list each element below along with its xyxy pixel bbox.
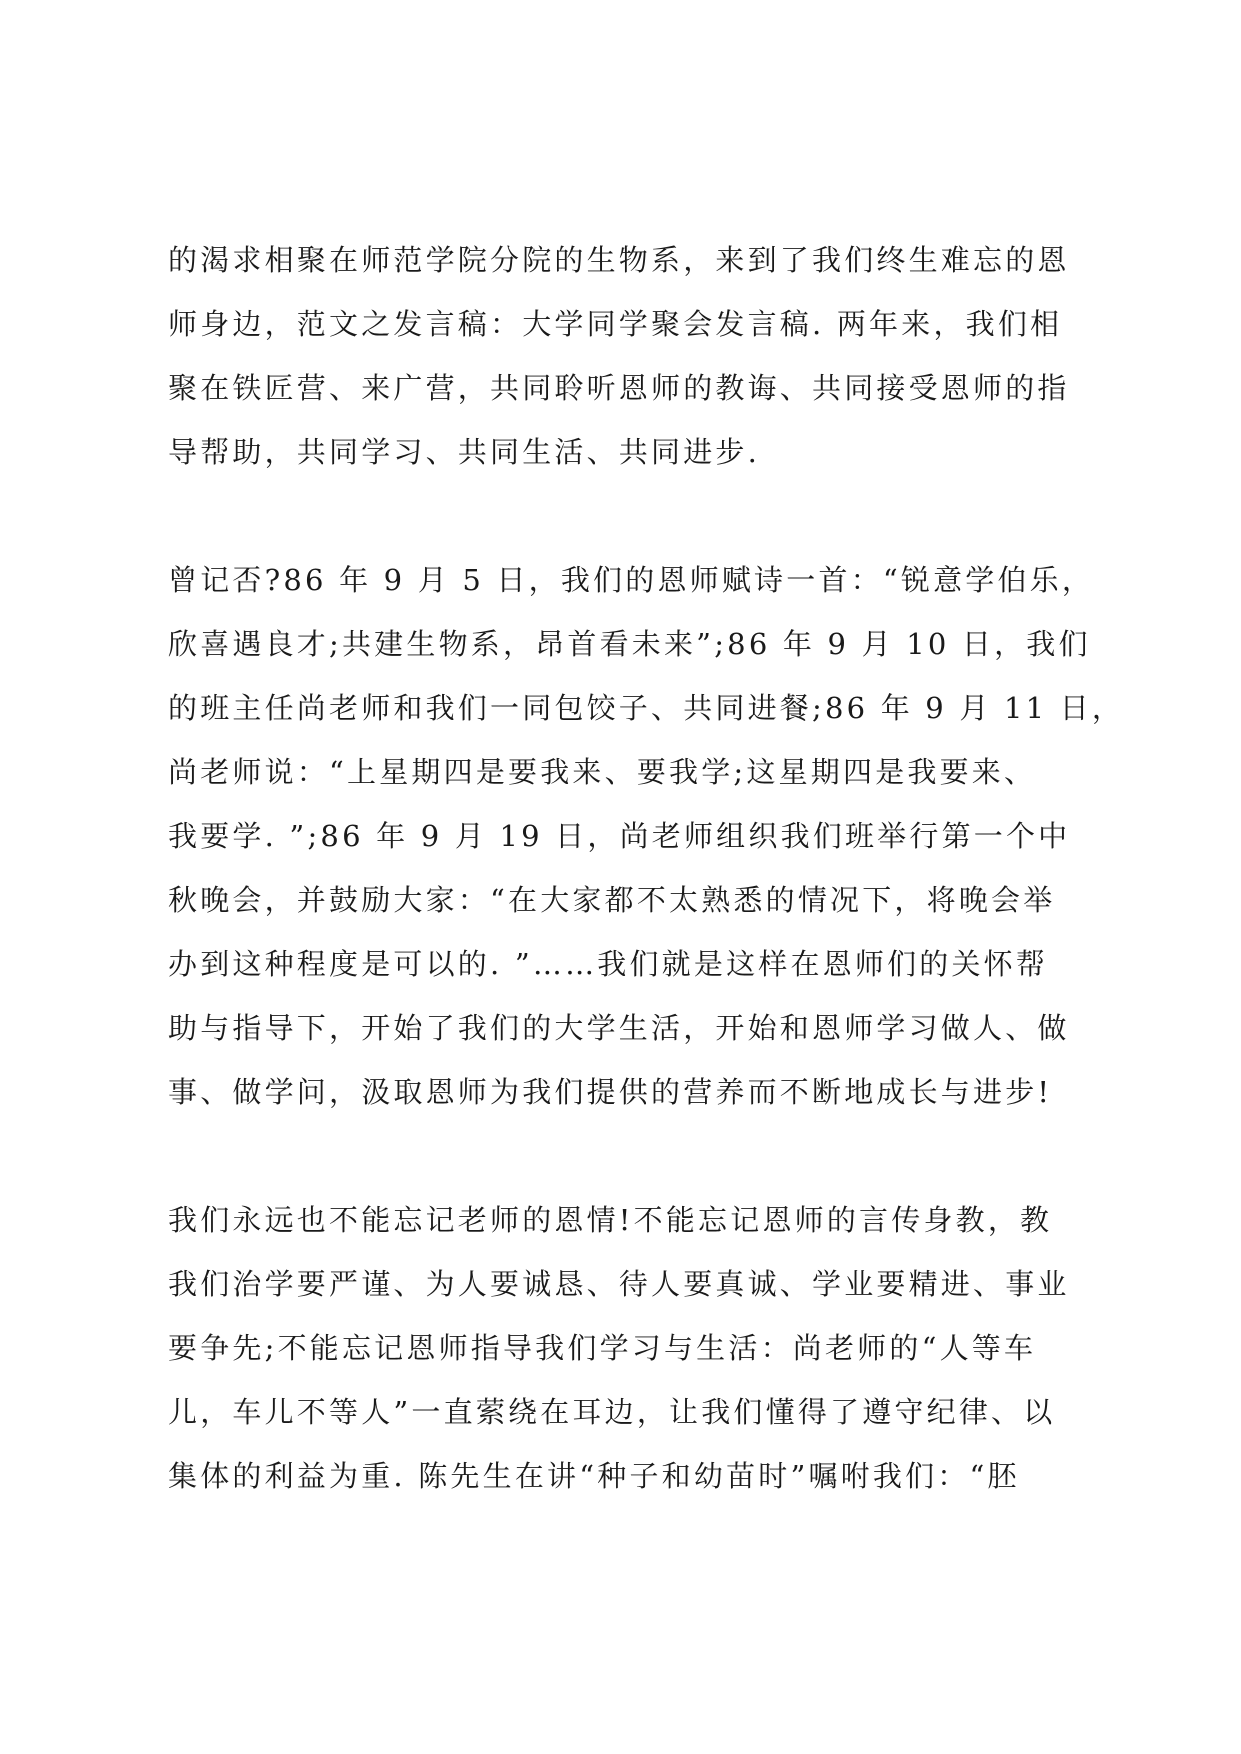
paragraph-2 <box>168 548 1125 1124</box>
text-line: 儿，车儿不等人”一直萦绕在耳边，让我们懂得了遵守纪律、以 <box>168 1395 1056 1429</box>
text-line: 欣喜遇良才;共建生物系，昂首看未来”;86 年 9 月 10 日，我们 <box>168 627 1091 661</box>
text-line: 秋晚会，并鼓励大家：“在大家都不太熟悉的情况下，将晚会举 <box>168 883 1056 917</box>
text-line: 我们永远也不能忘记老师的恩情!不能忘记恩师的言传身教，教 <box>168 1203 1053 1237</box>
text-line: 师身边，范文之发言稿：大学同学聚会发言稿. 两年来，我们相 <box>168 307 1063 341</box>
text-line: 集体的利益为重. 陈先生在讲“种子和幼苗时”嘱咐我们：“胚 <box>168 1459 1020 1493</box>
text-line: 我们治学要严谨、为人要诚恳、待人要真诚、学业要精进、事业 <box>168 1267 1070 1301</box>
text-line: 要争先;不能忘记恩师指导我们学习与生活：尚老师的“人等车 <box>168 1331 1037 1365</box>
text-line: 曾记否?86 年 9 月 5 日，我们的恩师赋诗一首：“锐意学伯乐， <box>168 563 1095 597</box>
text-line: 助与指导下，开始了我们的大学生活，开始和恩师学习做人、做 <box>168 1011 1070 1045</box>
text-line: 我要学. ”;86 年 9 月 19 日，尚老师组织我们班举行第一个中 <box>168 819 1071 853</box>
text-line: 聚在铁匠营、来广营，共同聆听恩师的教诲、共同接受恩师的指 <box>168 371 1070 405</box>
text-line: 的渴求相聚在师范学院分院的生物系，来到了我们终生难忘的恩 <box>168 243 1070 277</box>
paragraph-1 <box>168 228 1088 484</box>
text-line: 办到这种程度是可以的. ”……我们就是这样在恩师们的关怀帮 <box>168 947 1049 981</box>
document-body <box>168 228 1125 1508</box>
paragraph-3 <box>168 1188 1088 1508</box>
text-line: 事、做学问，汲取恩师为我们提供的营养而不断地成长与进步! <box>168 1075 1053 1109</box>
text-line: 尚老师说：“上星期四是要我来、要我学;这星期四是我要来、 <box>168 755 1037 789</box>
text-line: 的班主任尚老师和我们一同包饺子、共同进餐;86 年 9 月 11 日， <box>168 691 1125 725</box>
text-line: 导帮助，共同学习、共同生活、共同进步. <box>168 435 761 469</box>
